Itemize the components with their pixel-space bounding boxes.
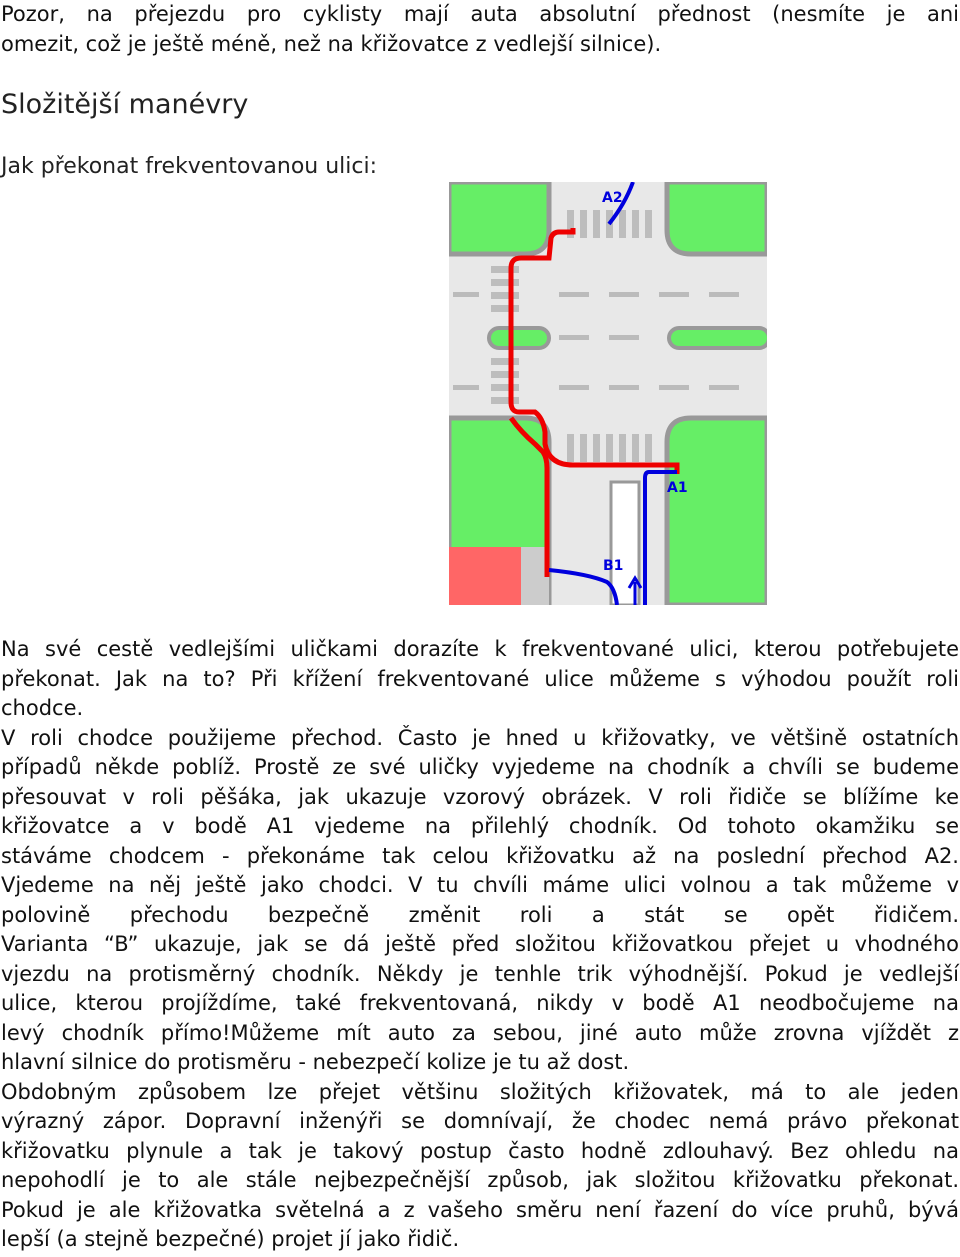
red-block bbox=[449, 547, 521, 605]
body-line: stáváme chodcem - překonáme tak celou křižovatku až na poslední přechod A2. bbox=[1, 843, 959, 868]
body-line: Varianta “B” ukazuje, jak se dá ještě před složitou křižovatkou přejet u vhodného bbox=[1, 932, 959, 956]
body-line: Obdobným způsobem lze přejet většinu složitých křižovatek, má to ale jeden bbox=[1, 1079, 959, 1104]
body-line: Vjedeme na něj ještě jako chodci. V tu chvíli máme ulici volnou a tak můžeme v bbox=[1, 873, 959, 897]
body-line: překonat. Jak na to? Při křížení frekventované ulice můžeme s výhodou použít roli bbox=[1, 666, 959, 691]
grass-top-left bbox=[449, 182, 549, 254]
body-line: křižovatku plynule a tak je takový postup často hodně zdlouhavý. Bez ohledu na bbox=[1, 1138, 959, 1163]
section-heading: Složitější manévry bbox=[1, 89, 249, 120]
body-line: Na své cestě vedlejšími uličkami dorazíte k frekventované ulici, kterou potřebujete bbox=[1, 637, 959, 661]
body-line: křižovatce a v bodě A1 vjedeme na přilehlý chodník. Od tohoto okamžiku se bbox=[1, 814, 959, 838]
body-line: hlavní silnice do protisměru - nebezpečí kolize je tu až dost. bbox=[1, 1050, 630, 1074]
intersection-diagram-svg bbox=[449, 182, 767, 605]
section-subheading: Jak překonat frekventovanou ulici: bbox=[1, 154, 378, 179]
body-line: V roli chodce použijeme přechod. Často je hned u křižovatky, ve většině ostatních bbox=[1, 725, 959, 750]
body-line: nepohodlí je to ale stále nejbezpečnější způsob, jak složitou křižovatku překonat. bbox=[1, 1168, 959, 1192]
intro-paragraph bbox=[1, 0, 959, 59]
body-line: lepší (a stejně bezpečné) projet jí jako řidič. bbox=[1, 1227, 460, 1251]
label-b1: B1 bbox=[603, 558, 624, 574]
body-line: přesouvat v roli pěšáka, jak ukazuje vzorový obrázek. V roli řidiče se blížíme ke bbox=[1, 784, 959, 809]
grass-top-right bbox=[667, 182, 767, 254]
grass-bottom-right bbox=[667, 418, 767, 605]
median-right bbox=[669, 328, 767, 348]
intro-line-2: omezit, což je ještě méně, než na křižovatce z vedlejší silnice). bbox=[1, 31, 662, 56]
label-a2: A2 bbox=[602, 190, 623, 206]
body-line: výrazný zápor. Dopravní inženýři se domnívají, že chodec nemá právo překonat bbox=[1, 1109, 959, 1133]
body-line: chodce. bbox=[1, 696, 84, 720]
body-line: polovině přechodu bezpečně změnit roli a stát se opět řidičem. bbox=[1, 902, 959, 927]
body-line: levý chodník přímo!Můžeme mít auto za sebou, jiné auto může zrovna vjíždět z bbox=[1, 1020, 959, 1045]
body-line: ulice, kterou projíždíme, také frekventovaná, nikdy v bodě A1 neodbočujeme na bbox=[1, 991, 959, 1015]
label-a1: A1 bbox=[667, 480, 688, 496]
body-line: případů někde poblíž. Prostě ze své uličky vyjedeme na chodník a chvíli se budeme bbox=[1, 755, 959, 779]
body-line: Pokud je ale křižovatka světelná a z vašeho směru není řazení do více pruhů, bývá bbox=[1, 1197, 959, 1222]
intro-line-1: Pozor, na přejezdu pro cyklisty mají auta absolutní přednost (nesmíte je ani bbox=[1, 2, 959, 26]
body-text bbox=[1, 635, 959, 1255]
intersection-diagram bbox=[449, 182, 767, 605]
median-left bbox=[489, 328, 549, 348]
body-line: vjezdu na protisměrný chodník. Někdy je tenhle trik výhodnější. Pokud je vedlejší bbox=[1, 961, 959, 986]
